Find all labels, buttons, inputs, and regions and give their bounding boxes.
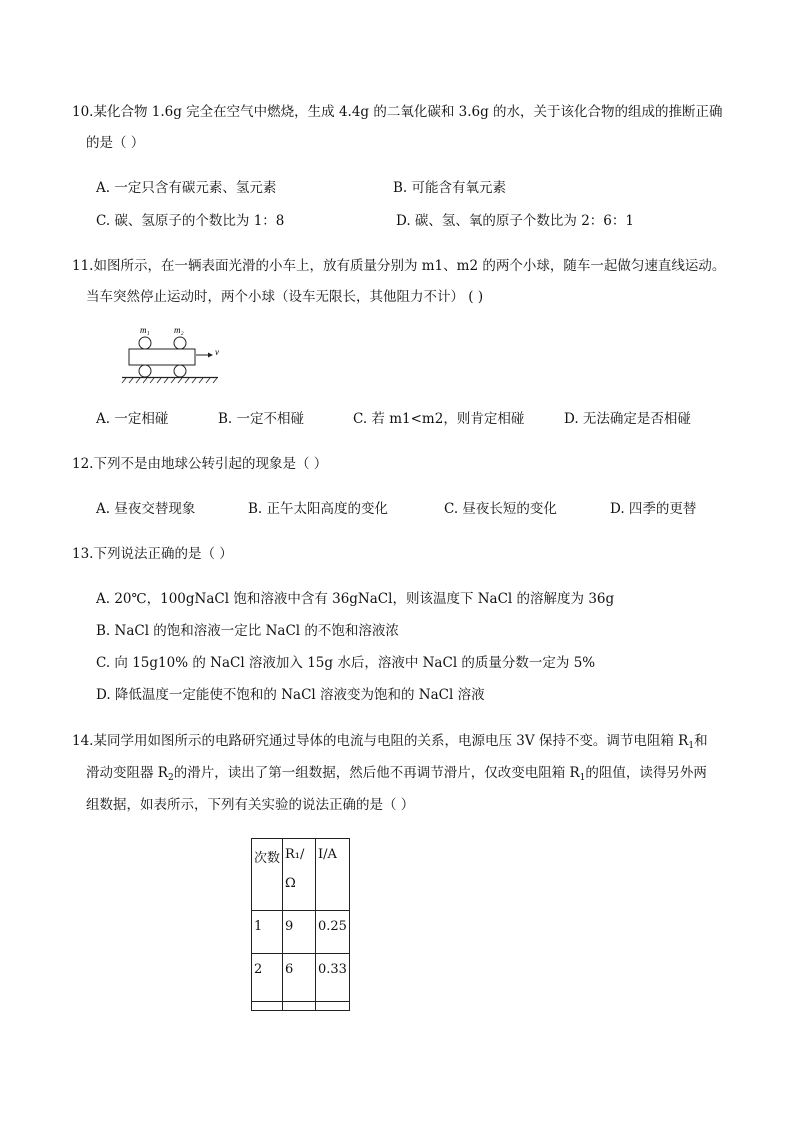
q11-option-a: A. 一定相碰 [96, 411, 169, 427]
wheel-left [139, 365, 151, 377]
q10-option-b: B. 可能含有氧元素 [393, 180, 507, 196]
q13-option-c: C. 向 15g10% 的 NaCl 溶液加入 15g 水后，溶液中 NaCl 的质量分数一定为 5% [96, 655, 596, 671]
q10-option-d: D. 碳、氢、氧的原子个数比为 2：6：1 [396, 213, 634, 229]
table-cell [283, 1002, 316, 1011]
cart-balls-figure [118, 322, 228, 384]
q13-option-d: D. 降低温度一定能使不饱和的 NaCl 溶液变为饱和的 NaCl 溶液 [96, 687, 485, 703]
q12-option-c: C. 昼夜长短的变化 [444, 501, 557, 517]
q10-stem-line1: 10.某化合物 1.6g 完全在空气中燃烧，生成 4.4g 的二氧化碳和 3.6g 的水，关于该化合物的组成的推断正确 [72, 104, 723, 120]
cart-body [129, 349, 195, 365]
table-cell [316, 1002, 350, 1011]
q11-option-c: C. 若 m1<m2，则肯定相碰 [353, 411, 525, 427]
table-cell: 0.33 [316, 954, 350, 1002]
table-cell: 0.25 [316, 911, 350, 954]
q13-stem: 13.下列说法正确的是（ ） [72, 546, 233, 562]
table-row [252, 911, 350, 954]
q12-option-b: B. 正午太阳高度的变化 [248, 501, 389, 517]
header-count: 次数 [252, 839, 283, 911]
table-cell: 6 [283, 954, 316, 1002]
q12-option-d: D. 四季的更替 [610, 501, 697, 517]
q13-option-b: B. NaCl 的饱和溶液一定比 NaCl 的不饱和溶液浓 [96, 623, 399, 639]
ball-m2 [174, 337, 186, 349]
header-current: I/A [316, 839, 350, 911]
table-cell [252, 1002, 283, 1011]
figure-m1-label: m₁ [140, 325, 150, 335]
q14-stem-line1: 14.某同学用如图所示的电路研究通过导体的电流与电阻的关系，电源电压 3V 保持不变。调节电阻箱 $R_1$和 [72, 733, 708, 751]
q11-option-d: D. 无法确定是否相碰 [564, 411, 691, 427]
figure-m2-label: m₂ [174, 325, 184, 335]
q10-option-a: A. 一定只含有碳元素、氢元素 [96, 180, 277, 196]
arrow-head-icon [208, 353, 213, 358]
figure-v-label: v [215, 347, 219, 357]
wheel-right [174, 365, 186, 377]
q10-option-c: C. 碳、氢原子的个数比为 1：8 [96, 213, 285, 229]
ball-m1 [139, 337, 151, 349]
table-header-row [252, 839, 350, 911]
table-cell: 2 [252, 954, 283, 1002]
q13-option-a: A. 20℃，100gNaCl 饱和溶液中含有 36gNaCl，则该温度下 NaCl 的溶解度为 36g [96, 591, 615, 607]
table-cell: 1 [252, 911, 283, 954]
ground-hatching [122, 378, 217, 383]
q11-stem-line2: 当车突然停止运动时，两个小球（设车无限长，其他阻力不计） ( ) [86, 289, 484, 305]
header-resistance: R₁/ Ω [283, 839, 316, 911]
table-cell: 9 [283, 911, 316, 954]
q12-option-a: A. 昼夜交替现象 [96, 501, 196, 517]
q12-stem: 12.下列不是由地球公转引起的现象是（ ） [72, 456, 328, 472]
data-table [251, 838, 350, 1011]
q10-stem-line2: 的是（ ） [86, 135, 145, 151]
table-row-empty [252, 1002, 350, 1011]
q11-stem-line1: 11.如图所示，在一辆表面光滑的小车上，放有质量分别为 m1、m2 的两个小球，随车一起做匀速直线运动。 [72, 258, 726, 274]
table-row [252, 954, 350, 1002]
q11-option-b: B. 一定不相碰 [218, 411, 305, 427]
q14-stem-line3: 组数据，如表所示，下列有关实验的说法正确的是（ ） [86, 797, 415, 813]
q14-stem-line2: 滑动变阻器 $R_2$的滑片，读出了第一组数据，然后他不再调节滑片，仅改变电阻箱 $R_1$的阻值，读得另外两 [86, 765, 707, 783]
